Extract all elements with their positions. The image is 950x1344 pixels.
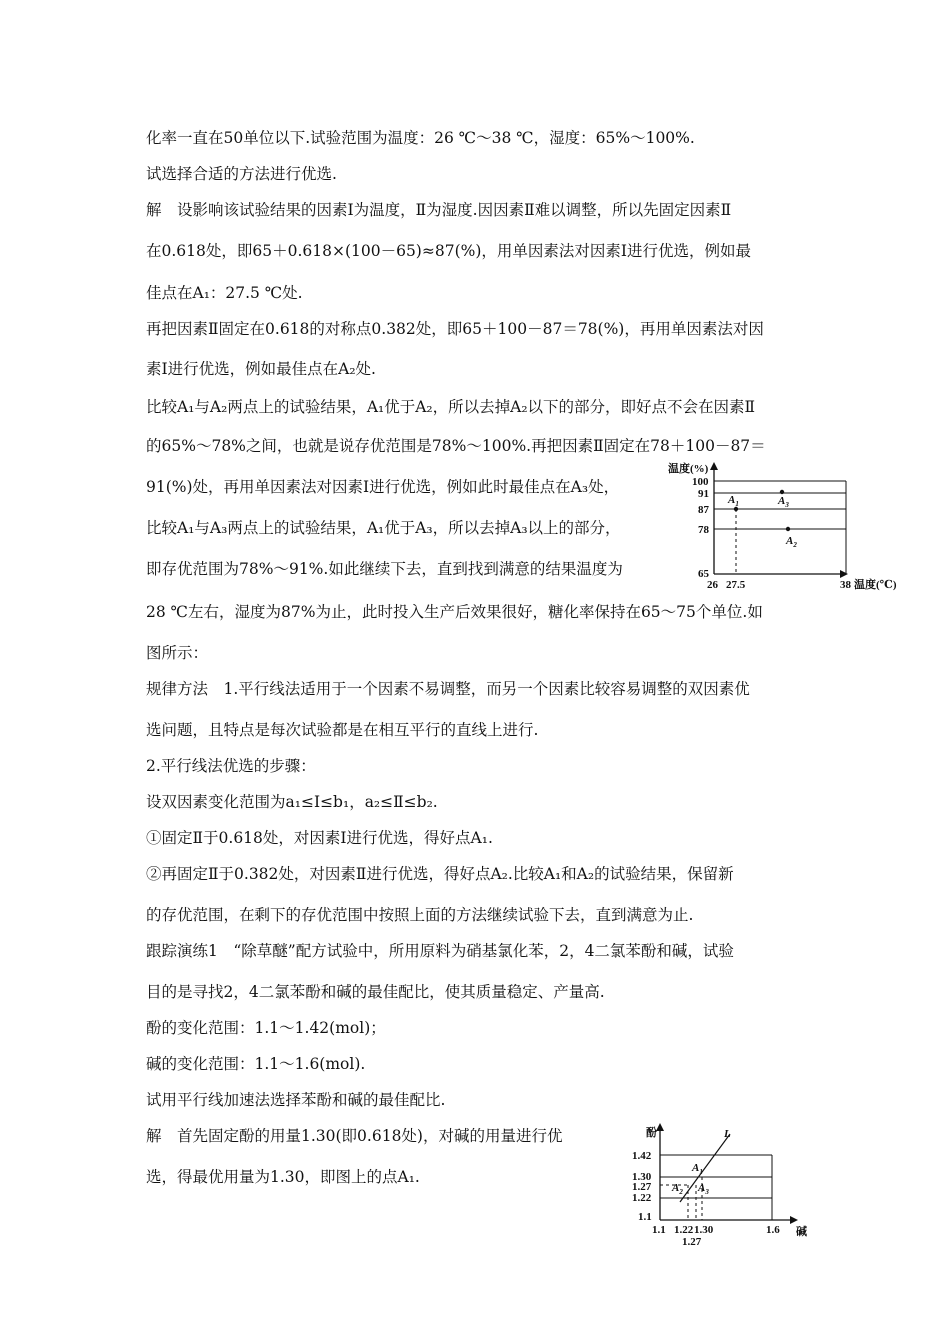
label-a2: $A_2$	[786, 535, 797, 549]
ytick-1-30: 1.30	[632, 1171, 652, 1183]
point-a3	[780, 490, 784, 494]
x-axis-arrow	[790, 1216, 798, 1224]
text-line: 佳点在A₁：27.5 ℃处.	[146, 284, 303, 302]
label-a1: $A_1$	[692, 1162, 703, 1176]
text-line: 解 设影响该试验结果的因素Ⅰ为温度，Ⅱ为湿度.因因素Ⅱ难以调整，所以先固定因素Ⅱ	[146, 201, 732, 219]
y-axis-arrow	[656, 1123, 664, 1131]
text-line: 2.平行线法优选的步骤：	[146, 757, 316, 775]
text-line: 图所示：	[146, 644, 209, 662]
figure-phenol-alkali	[626, 1122, 816, 1246]
x-axis-label: 碱	[796, 1226, 807, 1238]
xtick-1-22: 1.22	[674, 1224, 694, 1236]
xtick-1-6: 1.6	[766, 1224, 780, 1236]
text-line: 的65%～78%之间，也就是说存优范围是78%～100%.再把因素Ⅱ固定在78＋100－87＝	[146, 437, 766, 455]
xtick-1-30: 1.30	[694, 1224, 714, 1236]
text-line: 试选择合适的方法进行优选.	[146, 165, 337, 183]
label-l: L	[724, 1128, 731, 1140]
ytick-1-42: 1.42	[632, 1150, 652, 1162]
label-a2: $A_2$	[672, 1182, 683, 1196]
text-line: 素Ⅰ进行优选，例如最佳点在A₂处.	[146, 360, 376, 378]
point-a2	[786, 527, 790, 531]
ytick-1-1: 1.1	[638, 1211, 652, 1223]
x-axis-label: 温度(℃)	[854, 579, 897, 591]
text-line: 碱的变化范围：1.1～1.6(mol).	[146, 1055, 366, 1073]
xtick-1-27: 1.27	[682, 1236, 702, 1246]
y-axis-label: 温度(%)	[668, 463, 709, 475]
text-line: 比较A₁与A₃两点上的试验结果，A₁优于A₃，所以去掉A₃以上的部分，	[146, 519, 621, 537]
text-line: 比较A₁与A₂两点上的试验结果，A₁优于A₂，所以去掉A₂以下的部分，即好点不会在因素Ⅱ	[146, 398, 756, 416]
text-line: ①固定Ⅱ于0.618处，对因素Ⅰ进行优选，得好点A₁.	[146, 829, 493, 847]
ytick-87: 87	[698, 504, 709, 516]
text-line: 的存优范围，在剩下的存优范围中按照上面的方法继续试验下去，直到满意为止.	[146, 906, 694, 924]
text-line: ②再固定Ⅱ于0.382处，对因素Ⅱ进行优选，得好点A₂.比较A₁和A₂的试验结果，保留新	[146, 865, 734, 883]
ytick-91: 91	[698, 488, 709, 500]
figure-temperature-humidity	[664, 456, 914, 594]
label-a1: $A_1$	[728, 494, 739, 508]
x-axis-arrow	[840, 570, 848, 578]
text-line: 在0.618处，即65＋0.618×(100－65)≈87(%)，用单因素法对因素Ⅰ进行优选，例如最	[146, 242, 752, 260]
label-a3: $A_3$	[778, 495, 789, 509]
ytick-1-22: 1.22	[632, 1192, 652, 1204]
ytick-100: 100	[692, 476, 709, 488]
text-line: 酚的变化范围：1.1～1.42(mol)；	[146, 1019, 386, 1037]
xtick-38: 38	[840, 579, 851, 591]
text-line: 91(%)处，再用单因素法对因素Ⅰ进行优选，例如此时最佳点在A₃处，	[146, 478, 620, 496]
text-line: 即存优范围为78%～91%.如此继续下去，直到找到满意的结果温度为	[146, 560, 623, 578]
text-line: 再把因素Ⅱ固定在0.618的对称点0.382处，即65＋100－87＝78(%)，再用单因素法对因	[146, 320, 764, 338]
xtick-27-5: 27.5	[726, 579, 746, 591]
text-line: 设双因素变化范围为a₁≤Ⅰ≤b₁，a₂≤Ⅱ≤b₂.	[146, 793, 438, 811]
text-line: 跟踪演练1 “除草醚”配方试验中，所用原料为硝基氯化苯，2，4二氯苯酚和碱，试验	[146, 942, 734, 960]
ytick-78: 78	[698, 524, 709, 536]
ytick-1-27: 1.27	[632, 1181, 652, 1193]
text-line: 化率一直在50单位以下.试验范围为温度：26 ℃～38 ℃，湿度：65%～100%.	[146, 129, 695, 147]
text-line: 目的是寻找2，4二氯苯酚和碱的最佳配比，使其质量稳定、产量高.	[146, 983, 605, 1001]
y-axis-arrow	[710, 462, 718, 470]
xtick-26: 26	[707, 579, 718, 591]
y-axis-label: 酚	[646, 1127, 657, 1139]
text-line: 选问题，且特点是每次试验都是在相互平行的直线上进行.	[146, 721, 539, 739]
text-line: 28 ℃左右，湿度为87%为止，此时投入生产后效果很好，糖化率保持在65～75个单位.如	[146, 603, 763, 621]
xtick-1-1: 1.1	[652, 1224, 666, 1236]
text-line: 规律方法 1.平行线法适用于一个因素不易调整，而另一个因素比较容易调整的双因素优	[146, 680, 750, 698]
text-line: 解 首先固定酚的用量1.30(即0.618处)，对碱的用量进行优	[146, 1127, 563, 1145]
text-line: 选，得最优用量为1.30，即图上的点A₁.	[146, 1168, 420, 1186]
label-a3: $A_3$	[698, 1182, 709, 1196]
ytick-65: 65	[698, 568, 709, 580]
text-line: 试用平行线加速法选择苯酚和碱的最佳配比.	[146, 1091, 446, 1109]
